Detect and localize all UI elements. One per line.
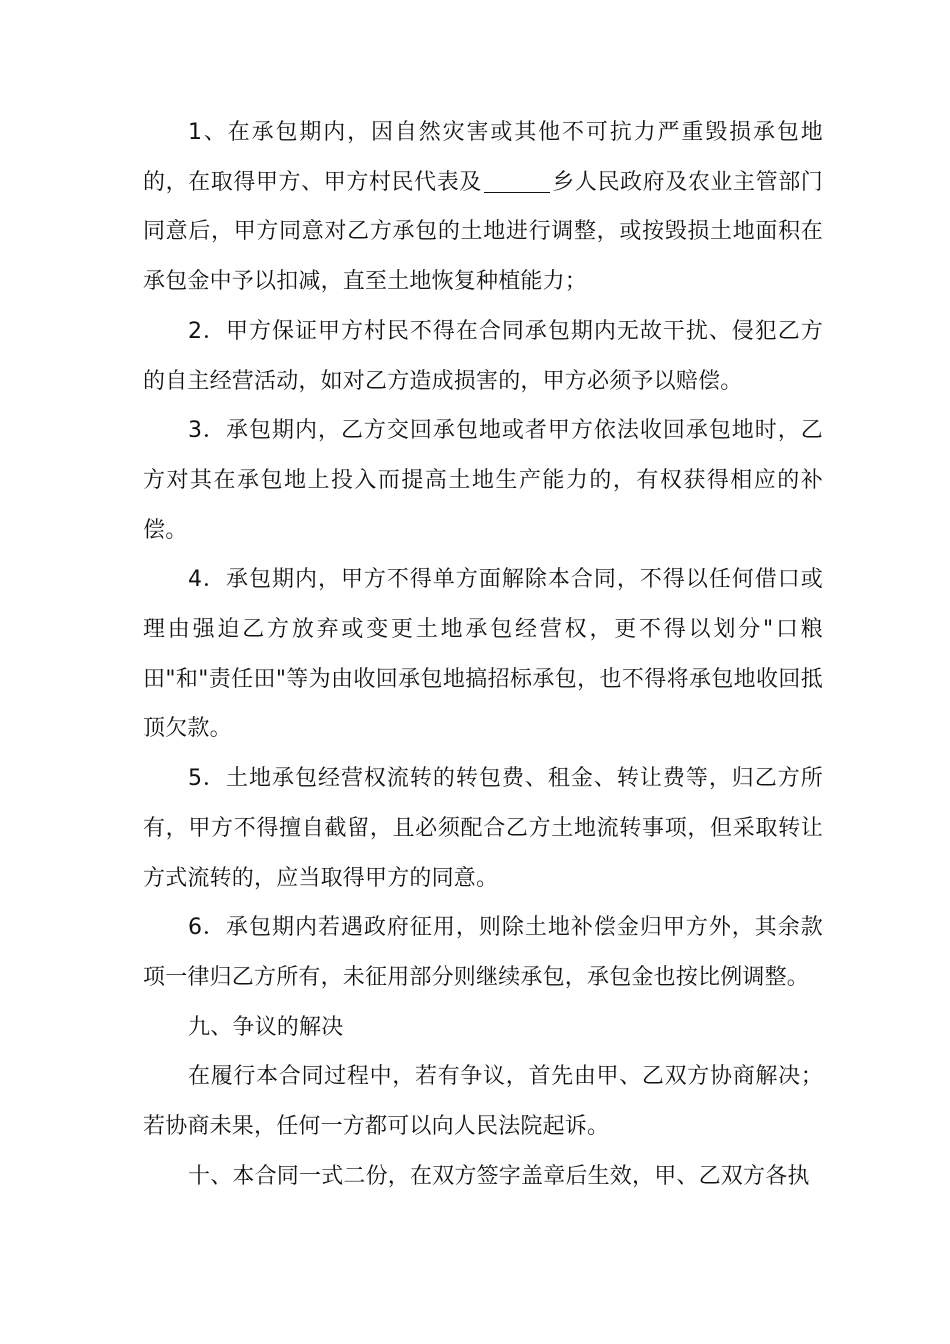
clause-2: 2．甲方保证甲方村民不得在合同承包期内无故干扰、侵犯乙方的自主经营活动，如对乙方造成损害的，甲方必须予以赔偿。 (143, 318, 823, 394)
section-9-text: 在履行本合同过程中，若有争议，首先由甲、乙双方协商解决；若协商未果，任何一方都可以向人民法院起诉。 (143, 1064, 823, 1140)
section-heading-9: 九、争议的解决 (188, 1014, 344, 1040)
clause-1-text-b: 乡人民政府及农业主管部门同意后，甲方同意对乙方承包的土地进行调整，或按毁损土地面积在承包金中予以扣减，直至土地恢复种植能力； (143, 169, 823, 295)
document-body (143, 108, 823, 1201)
clause-1 (143, 108, 823, 307)
clause-1-text-a: 1、在承包期内，因自然灾害或其他不可抗力严重毁损承包地的，在取得甲方、甲方村民代表及 (143, 120, 823, 195)
section-10-text: 十、本合同一式二份，在双方签字盖章后生效，甲、乙双方各执 (188, 1163, 810, 1189)
clause-4: 4．承包期内，甲方不得单方面解除本合同，不得以任何借口或理由强迫乙方放弃或变更土地承包经营权，更不得以划分"口粮田"和"责任田"等为由收回承包地搞招标承包，也不得将承包地收回抵顶欠款。 (143, 567, 823, 742)
fill-in-blank (484, 166, 550, 193)
clause-6: 6．承包期内若遇政府征用，则除土地补偿金归甲方外，其余款项一律归乙方所有，未征用部分则继续承包，承包金也按比例调整。 (143, 915, 823, 990)
clause-5: 5．土地承包经营权流转的转包费、租金、转让费等，归乙方所有，甲方不得擅自截留，且必须配合乙方土地流转事项，但采取转让方式流转的，应当取得甲方的同意。 (143, 766, 823, 891)
clause-3: 3．承包期内，乙方交回承包地或者甲方依法收回承包地时，乙方对其在承包地上投入而提高土地生产能力的，有权获得相应的补偿。 (143, 418, 823, 543)
